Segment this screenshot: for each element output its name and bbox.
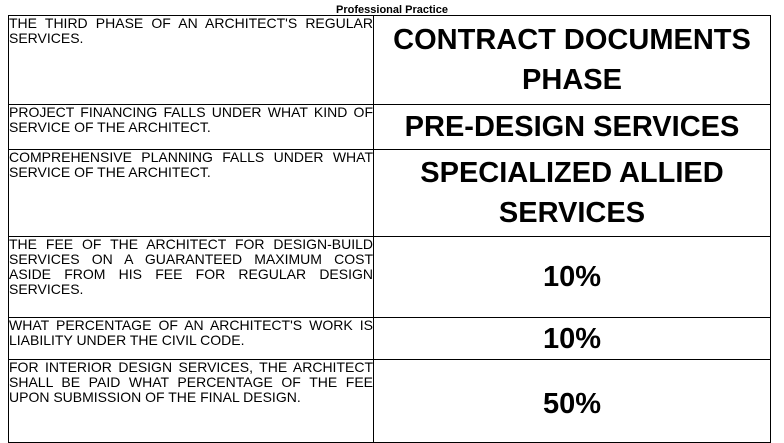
- answer-cell: PRE-DESIGN SERVICES: [374, 105, 771, 150]
- page-title: Professional Practice: [336, 4, 448, 16]
- question-cell: COMPREHENSIVE PLANNING FALLS UNDER WHAT SERVICE OF THE ARCHITECT.: [9, 150, 374, 237]
- question-cell: FOR INTERIOR DESIGN SERVICES, THE ARCHITECT SHALL BE PAID WHAT PERCENTAGE OF THE FEE UPON SUBMISSION OF THE FINAL DESIGN.: [9, 360, 374, 443]
- question-cell: THE THIRD PHASE OF AN ARCHITECT'S REGULAR SERVICES.: [9, 16, 374, 105]
- question-cell: PROJECT FINANCING FALLS UNDER WHAT KIND OF SERVICE OF THE ARCHITECT.: [9, 105, 374, 150]
- answer-cell: 50%: [374, 360, 771, 443]
- table-row: [9, 16, 771, 105]
- answer-cell: CONTRACT DOCUMENTS PHASE: [374, 16, 771, 105]
- question-cell: THE FEE OF THE ARCHITECT FOR DESIGN-BUILD SERVICES ON A GUARANTEED MAXIMUM COST ASIDE FROM HIS FEE FOR REGULAR DESIGN SERVICES.: [9, 237, 374, 318]
- table-row: [9, 318, 771, 360]
- table-row: [9, 105, 771, 150]
- table-row: [9, 150, 771, 237]
- table-row: [9, 237, 771, 318]
- question-cell: WHAT PERCENTAGE OF AN ARCHITECT'S WORK IS LIABILITY UNDER THE CIVIL CODE.: [9, 318, 374, 360]
- qa-table: [8, 15, 771, 443]
- answer-cell: SPECIALIZED ALLIED SERVICES: [374, 150, 771, 237]
- answer-cell: 10%: [374, 237, 771, 318]
- table-row: [9, 360, 771, 443]
- answer-cell: 10%: [374, 318, 771, 360]
